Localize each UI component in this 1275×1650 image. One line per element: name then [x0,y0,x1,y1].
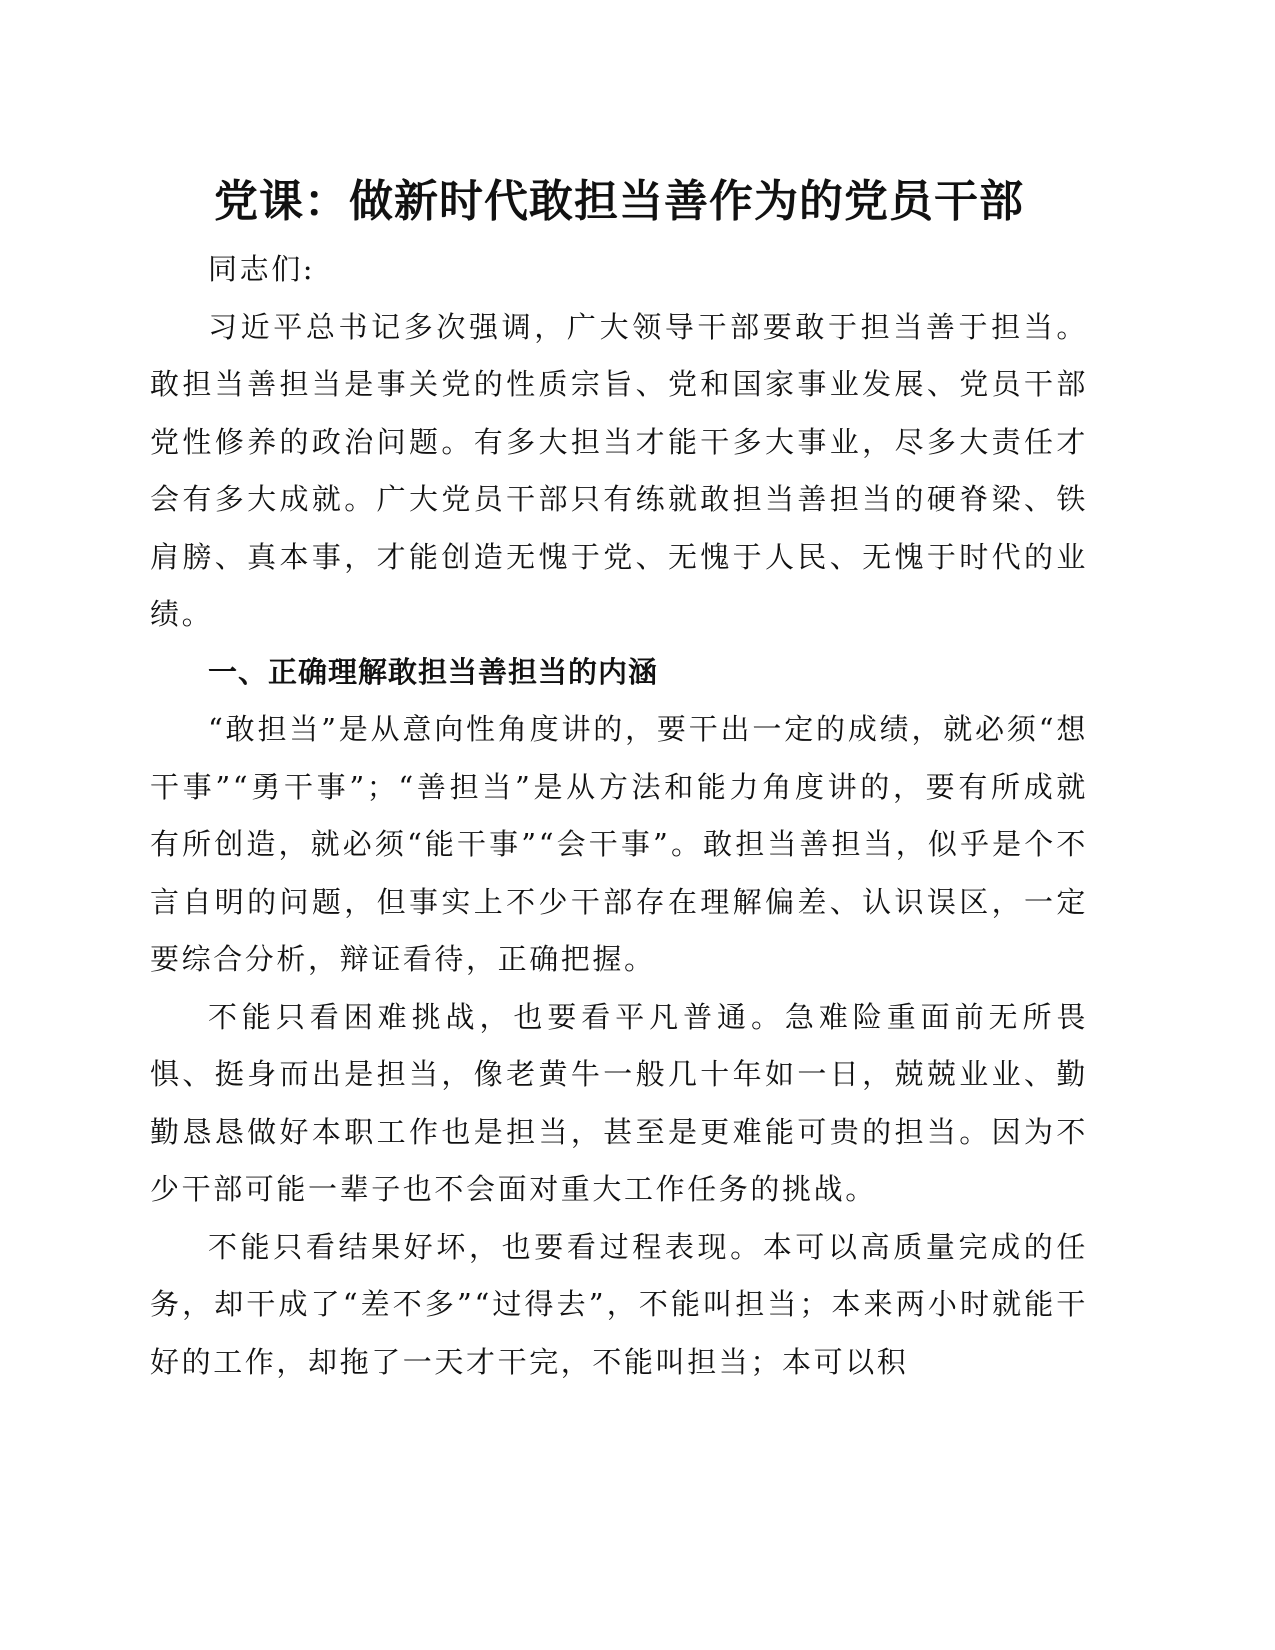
intro-paragraph: 习近平总书记多次强调，广大领导干部要敢于担当善于担当。敢担当善担当是事关党的性质宗旨、党和国家事业发展、党员干部党性修养的政治问题。有多大担当才能干多大事业，尽多大责任才会有多大成就。广大党员干部只有练就敢担当善担当的硬脊梁、铁肩膀、真本事，才能创造无愧于党、无愧于人民、无愧于时代的业绩。 [150,309,1088,631]
section-paragraph-3: 不能只看结果好坏，也要看过程表现。本可以高质量完成的任务，却干成了“差不多”“过得去”，不能叫担当；本来两小时就能干好的工作，却拖了一天才干完，不能叫担当；本可以积 [150,1229,1088,1379]
section-heading: 一、正确理解敢担当善担当的内涵 [208,654,659,689]
section-paragraph-1: “敢担当”是从意向性角度讲的，要干出一定的成绩，就必须“想干事”“勇干事”；“善担当”是从方法和能力角度讲的，要有所成就有所创造，就必须“能干事”“会干事”。敢担当善担当，似乎是个不言自明的问题，但事实上不少干部存在理解偏差、认识误区，一定要综合分析，辩证看待，正确把握。 [150,712,1088,976]
document-body [150,241,1088,1391]
greeting: 同志们: [208,252,316,286]
document-title: 党课：做新时代敢担当善作为的党员干部 [214,176,1024,227]
section-paragraph-2: 不能只看困难挑战，也要看平凡普通。急难险重面前无所畏惧、挺身而出是担当，像老黄牛一般几十年如一日，兢兢业业、勤勤恳恳做好本职工作也是担当，甚至是更难能可贵的担当。因为不少干部可能一辈子也不会面对重大工作任务的挑战。 [150,999,1088,1206]
